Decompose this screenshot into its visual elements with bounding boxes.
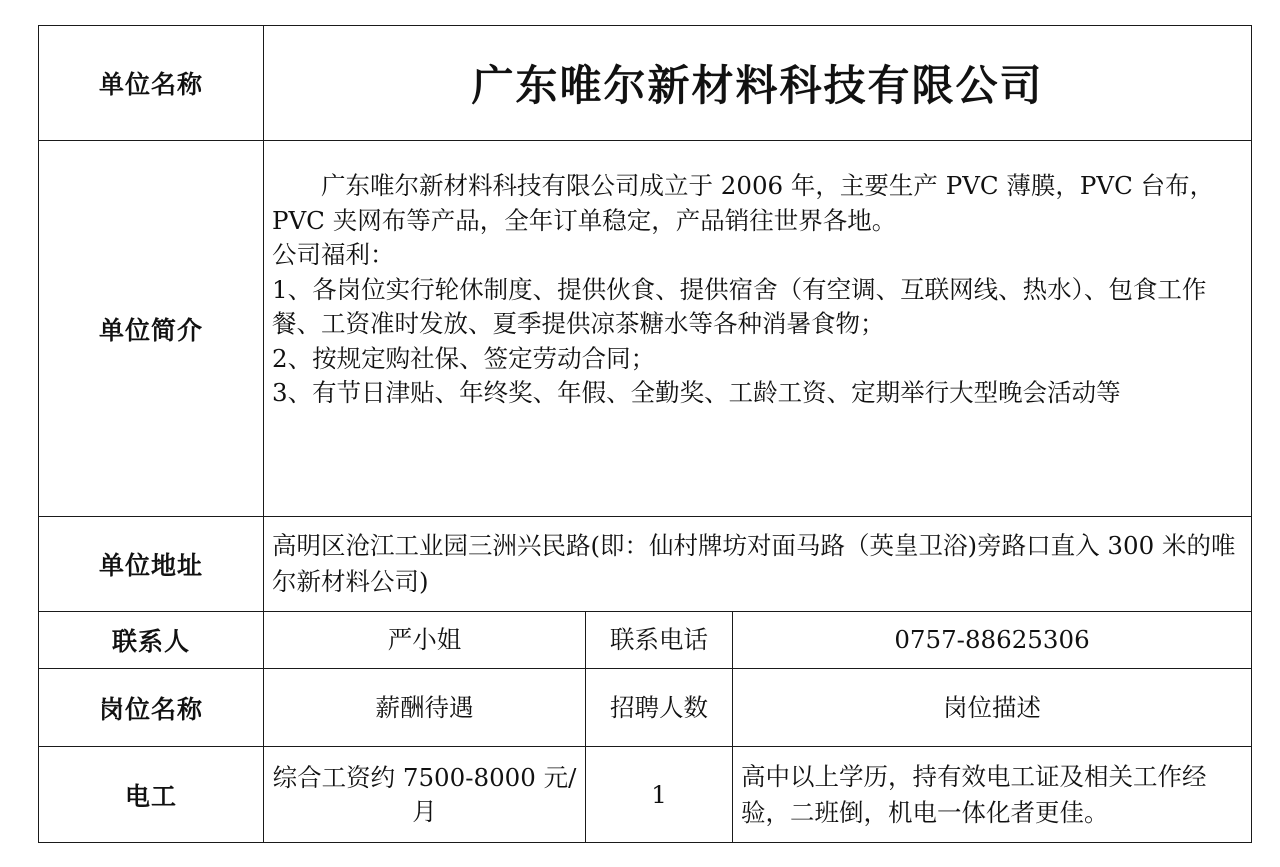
position-headcount: 1 (586, 747, 733, 843)
company-intro (264, 141, 1252, 517)
address-value: 高明区沧江工业园三洲兴民路(即：仙村牌坊对面马路（英皇卫浴)旁路口直入 300 米的唯尔新材料公司) (264, 517, 1252, 612)
company-name-label: 单位名称 (39, 26, 264, 141)
company-name: 广东唯尔新材料科技有限公司 (264, 26, 1252, 141)
welfare-item-1: 1、各岗位实行轮休制度、提供伙食、提供宿舍（有空调、互联网线、热水）、包食工作餐、工资准时发放、夏季提供凉茶糖水等各种消暑食物； (272, 274, 1207, 338)
welfare-item-3: 3、有节日津贴、年终奖、年假、全勤奖、工龄工资、定期举行大型晚会活动等 (272, 378, 1121, 407)
header-description: 岗位描述 (733, 669, 1252, 747)
contact-phone-label: 联系电话 (586, 612, 733, 669)
welfare-title: 公司福利： (272, 240, 395, 269)
recruitment-form-table (38, 25, 1252, 843)
welfare-item-2: 2、按规定购社保、签定劳动合同； (272, 343, 656, 373)
header-position-title: 岗位名称 (39, 669, 264, 747)
company-intro-label: 单位简介 (39, 141, 264, 517)
position-salary: 综合工资约 7500-8000 元/月 (264, 747, 586, 843)
address-label: 单位地址 (39, 517, 264, 612)
position-title: 电工 (39, 747, 264, 843)
header-headcount: 招聘人数 (586, 669, 733, 747)
contact-person-name: 严小姐 (264, 612, 586, 669)
intro-paragraph: 广东唯尔新材料科技有限公司成立于 2006 年，主要生产 PVC 薄膜，PVC 台布，PVC 夹网布等产品，全年订单稳定，产品销往世界各地。 (272, 171, 1215, 235)
position-description: 高中以上学历，持有效电工证及相关工作经验，二班倒，机电一体化者更佳。 (733, 747, 1252, 843)
contact-phone-value: 0757-88625306 (733, 612, 1252, 669)
header-salary: 薪酬待遇 (264, 669, 586, 747)
contact-person-label: 联系人 (39, 612, 264, 669)
